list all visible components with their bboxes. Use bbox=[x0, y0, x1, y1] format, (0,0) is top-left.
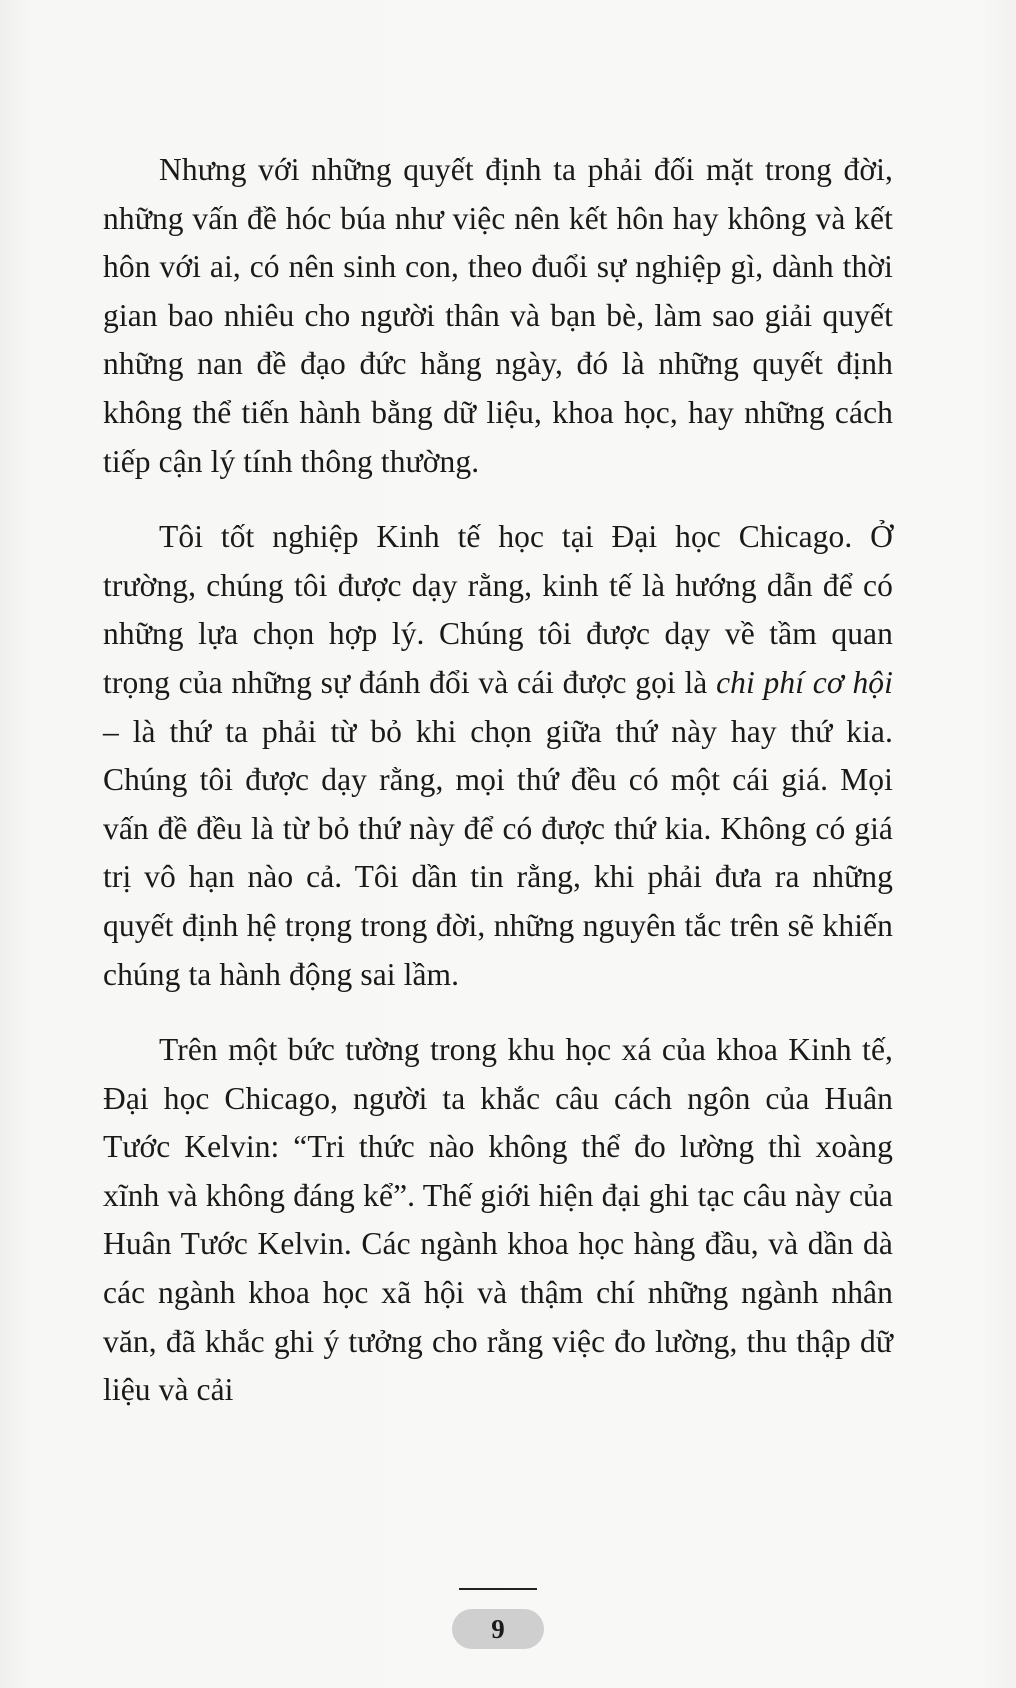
body-text bbox=[103, 146, 893, 1442]
paragraph-1 bbox=[103, 146, 893, 486]
paragraph-2-text-end: – là thứ ta phải từ bỏ khi chọn giữa thứ này hay thứ kia. Chúng tôi được dạy rằng, mọi thứ đều có một cái giá. Mọi vấn đề đều là từ bỏ thứ này để có được thứ kia. Không có giá trị vô hạn nào cả. Tôi dần tin rằng, khi phải đưa ra những quyết định hệ trọng trong đời, những nguyên tắc trên sẽ khiến chúng ta hành động sai lầm. bbox=[103, 713, 893, 992]
paragraph-3-text: Trên một bức tường trong khu học xá của khoa Kinh tế, Đại học Chicago, người ta khắc câu cách ngôn của Huân Tước Kelvin: “Tri thức nào không thể đo lường thì xoàng xĩnh và không đáng kể”. Thế giới hiện đại ghi tạc câu này của Huân Tước Kelvin. Các ngành khoa học hàng đầu, và dần dà các ngành khoa học xã hội và thậm chí những ngành nhân văn, đã khắc ghi ý tưởng cho rằng việc đo lường, thu thập dữ liệu và cải bbox=[103, 1032, 893, 1408]
paragraph-3 bbox=[103, 1026, 893, 1415]
paragraph-2-text-start: Tôi tốt nghiệp Kinh tế học tại Đại học Chicago. Ở trường, chúng tôi được dạy rằng, kinh tế là hướng dẫn để có những lựa chọn hợp lý. Chúng tôi được dạy về tầm quan trọng của những sự đánh đổi và cái được gọi là bbox=[103, 519, 893, 700]
page-number: 9 bbox=[452, 1609, 544, 1649]
footer-rule bbox=[459, 1588, 537, 1590]
paragraph-2-italic-term: chi phí cơ hội bbox=[716, 664, 893, 700]
paragraph-1-text: Nhưng với những quyết định ta phải đối mặt trong đời, những vấn đề hóc búa như việc nên kết hôn hay không và kết hôn với ai, có nên sinh con, theo đuổi sự nghiệp gì, dành thời gian bao nhiêu cho người thân và bạn bè, làm sao giải quyết những nan đề đạo đức hằng ngày, đó là những quyết định không thể tiến hành bằng dữ liệu, khoa học, hay những cách tiếp cận lý tính thông thường. bbox=[103, 152, 893, 479]
paragraph-2 bbox=[103, 513, 893, 999]
